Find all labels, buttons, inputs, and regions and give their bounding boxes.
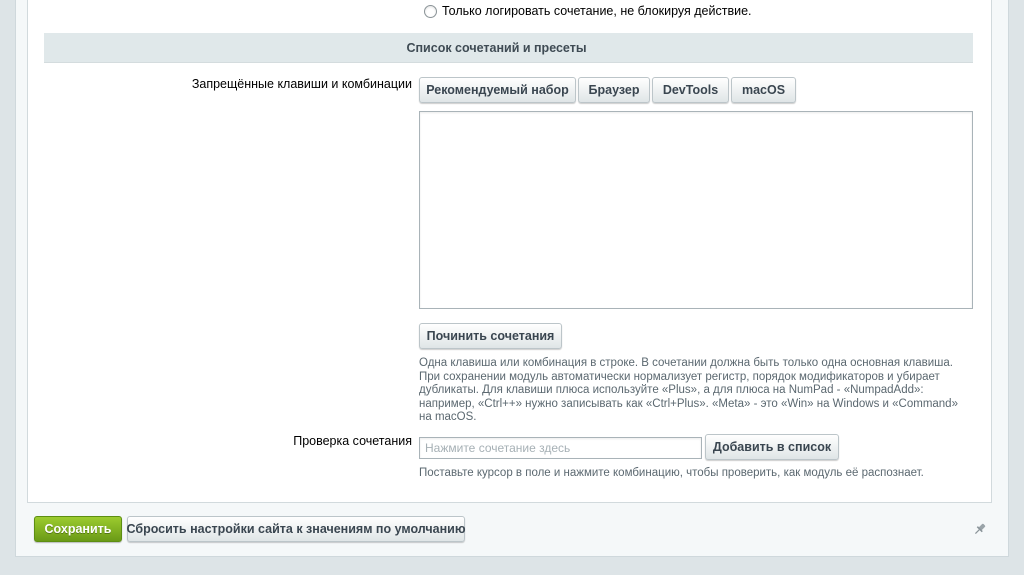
log-only-radio[interactable] [424,5,437,18]
help-line: дубликаты. Для клавиши плюса используйте «Plus», а для плюса на NumPad - «NumpadAdd»: [419,384,924,396]
help-line: например, «Ctrl++» нужно записывать как «Ctrl+Plus». «Meta» - это «Win» на Windows и «Command» [419,397,958,410]
pin-icon[interactable] [973,522,987,536]
log-only-label: Только логировать сочетание, не блокируя действие. [442,4,752,18]
log-only-option[interactable] [424,2,752,20]
blocked-keys-help [419,357,969,425]
help-line: При сохранении модуль автоматически нормализует регистр, порядок модификаторов и убирает [419,370,940,383]
add-to-list-button[interactable]: Добавить в список [705,434,839,460]
save-button[interactable]: Сохранить [34,516,122,542]
help-line: Одна клавиша или комбинация в строке. В сочетании должна быть только одна основная клавиша. [419,357,953,369]
preset-recommended-button[interactable]: Рекомендуемый набор [419,77,576,103]
fix-shortcuts-button[interactable]: Починить сочетания [419,323,562,349]
blocked-keys-label: Запрещённые клавиши и комбинации [191,77,412,91]
check-shortcut-input[interactable] [419,437,702,459]
preset-devtools-button[interactable]: DevTools [652,77,729,103]
section-title: Список сочетаний и пресеты [406,40,587,55]
help-line: на macOS. [419,411,477,423]
section-header [44,33,973,63]
reset-defaults-button[interactable]: Сбросить настройки сайта к значениям по умолчанию [127,516,465,542]
blocked-keys-textarea[interactable] [419,111,973,309]
preset-macos-button[interactable]: macOS [731,77,796,103]
check-shortcut-label: Проверка сочетания [293,434,412,448]
check-shortcut-help: Поставьте курсор в поле и нажмите комбинацию, чтобы проверить, как модуль её распознает. [419,467,924,479]
preset-browser-button[interactable]: Браузер [578,77,650,103]
